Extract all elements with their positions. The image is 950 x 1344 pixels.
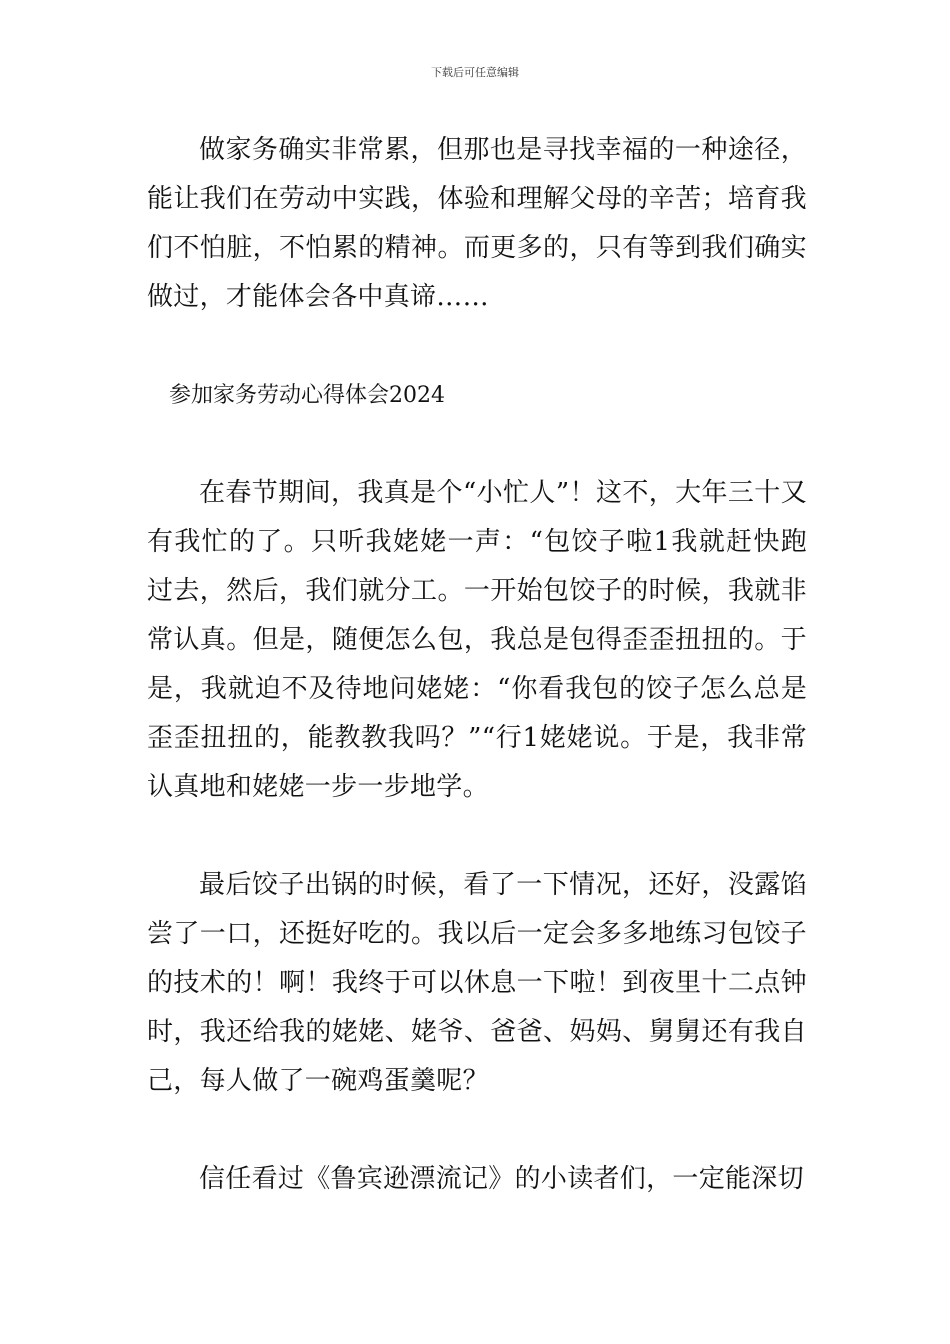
- document-body: [147, 126, 807, 1204]
- paragraph-spacer: [147, 420, 807, 469]
- paragraph-spacer: [147, 812, 807, 861]
- page-header: 下载后可任意编辑: [431, 66, 519, 79]
- paragraph-spacer: [147, 1106, 807, 1155]
- paragraph-housework-reflection: 做家务确实非常累，但那也是寻找幸福的一种途径，能让我们在劳动中实践，体验和理解父母的辛苦；培育我们不怕脏，不怕累的精神。而更多的，只有等到我们确实做过，才能体会各中真谛……: [147, 135, 807, 312]
- paragraph-spacer: [147, 322, 807, 371]
- paragraph-spring-festival: 在春节期间，我真是个“小忙人”！这不，大年三十又有我忙的了。只听我姥姥一声：“包饺子啦1我就赶快跑过去，然后，我们就分工。一开始包饺子的时候，我就非常认真。但是，随便怎么包，我总是包得歪歪扭扭的。于是，我就迫不及待地问姥姥：“你看我包的饺子怎么总是歪歪扭扭的，能教教我吗？”“行1姥姥说。于是，我非常认真地和姥姥一步一步地学。: [147, 478, 807, 802]
- section-heading: 参加家务劳动心得体会2024: [169, 383, 445, 408]
- paragraph-dumplings-done: 最后饺子出锅的时候，看了一下情况，还好，没露馅尝了一口，还挺好吃的。我以后一定会多多地练习包饺子的技术的！啊！我终于可以休息一下啦！到夜里十二点钟时，我还给我的姥姥、姥爷、爸爸、妈妈、舅舅还有我自己，每人做了一碗鸡蛋羹呢？: [147, 870, 807, 1096]
- paragraph-robinson: 信任看过《鲁宾逊漂流记》的小读者们，一定能深切: [199, 1164, 804, 1194]
